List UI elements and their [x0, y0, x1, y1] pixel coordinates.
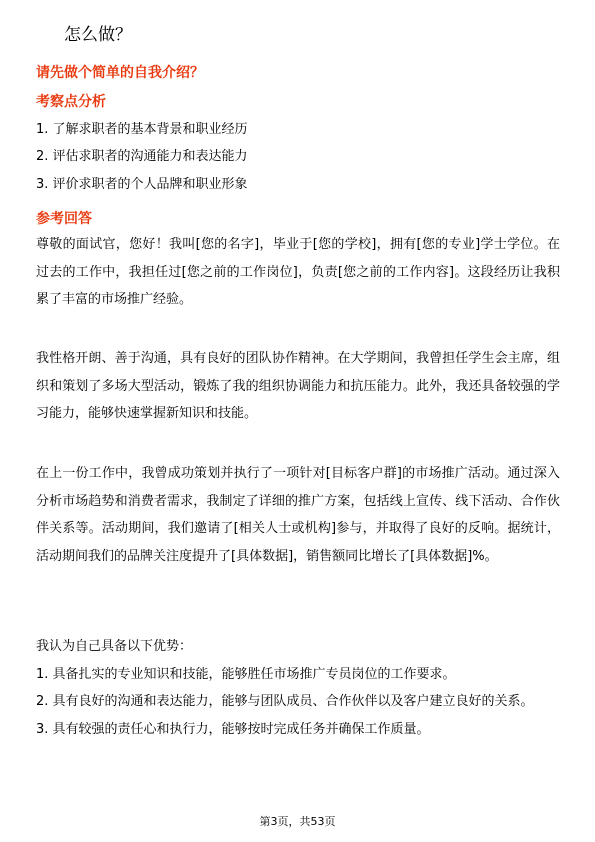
- answer-paragraph: 在上一份工作中，我曾成功策划并执行了一项针对[目标客户群]的市场推广活动。通过深入分析市场趋势和消费者需求，我制定了详细的推广方案，包括线上宣传、线下活动、合作伙伴关系等。活动期间，我们邀请了[相关人士或机构]参与，并取得了良好的反响。据统计，活动期间我们的品牌关注度提升了[具体数据]，销售额同比增长了[具体数据]%。: [36, 466, 560, 564]
- answer-label: 参考回答: [36, 211, 92, 227]
- advantages-block: [36, 633, 560, 743]
- advantage-item: 3. 具有较强的责任心和执行力，能够按时完成任务并确保工作质量。: [36, 721, 430, 737]
- analysis-label: 考察点分析: [36, 94, 106, 110]
- interview-question: 请先做个简单的自我介绍？: [36, 65, 204, 81]
- answer-paragraph: 我性格开朗、善于沟通，具有良好的团队协作精神。在大学期间，我曾担任学生会主席，组织和策划了多场大型活动，锻炼了我的组织协调能力和抗压能力。此外，我还具备较强的学习能力，能够快速掌握新知识和技能。: [36, 351, 560, 421]
- analysis-point: 2. 评估求职者的沟通能力和表达能力: [36, 149, 248, 164]
- advantage-item: 1. 具备扎实的专业知识和技能，能够胜任市场推广专员岗位的工作要求。: [36, 666, 456, 682]
- answer-paragraph: 尊敬的面试官，您好！我叫[您的名字]，毕业于[您的学校]，拥有[您的专业]学士学位。在过去的工作中，我担任过[您之前的工作岗位]，负责[您之前的工作内容]。这段经历让我积累了丰富的市场推广经验。: [36, 237, 560, 307]
- advantages-intro: 我认为自己具备以下优势：: [36, 639, 193, 654]
- page-heading: 怎么做？: [64, 25, 132, 45]
- advantage-item: 2. 具有良好的沟通和表达能力，能够与团队成员、合作伙伴以及客户建立良好的关系。: [36, 694, 534, 709]
- analysis-point: 3. 评价求职者的个人品牌和职业形象: [36, 177, 248, 192]
- page-number: 第3页，共53页: [259, 815, 336, 828]
- analysis-point: 1. 了解求职者的基本背景和职业经历: [36, 122, 248, 137]
